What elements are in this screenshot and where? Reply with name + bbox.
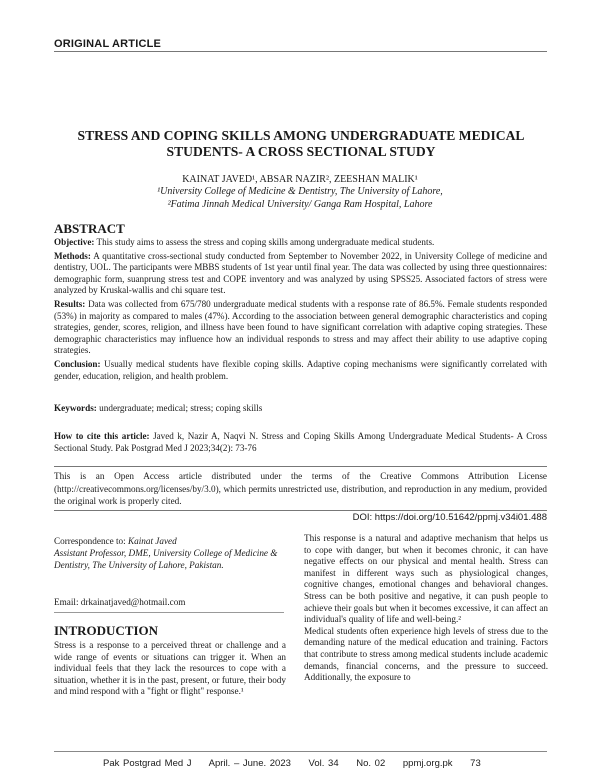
license-text: This is an Open Access article distributed under the terms of the Creative Commons Attribution License (http://creativecommons.org/licenses/by/3.0), which permits unrestricted use, distribution, and reproduction in any medium, provided the original work is properly cited. xyxy=(54,471,547,506)
objective-paragraph xyxy=(54,237,547,249)
license-divider-top xyxy=(54,466,547,467)
keywords-text: undergraduate; medical; stress; coping skills xyxy=(96,403,263,413)
intro-left-column xyxy=(54,640,286,698)
methods-label: Methods: xyxy=(54,250,91,261)
intro-paragraph-1: Stress is a response to a perceived threat or challenge and a wide range of events or situations can trigger it. When an individual feels that they lack the resources to cope with a situation, whether it is in the past, present, or future, their body and mind respond with a "fight or flight" response.¹ xyxy=(54,640,286,697)
authors: KAINAT JAVED¹, ABSAR NAZIR², ZEESHAN MALIK¹ xyxy=(182,174,418,185)
objective-text: This study aims to assess the stress and coping skills among undergraduate medical students. xyxy=(94,237,435,247)
correspondence xyxy=(54,535,284,571)
intro-paragraph-2: This response is a natural and adaptive mechanism that helps us to cope with danger, but when it becomes chronic, it can have negative effects on our physical and mental health. Stress can manifest in different ways such as physiological changes, cognitive changes, emotional changes and behavioral changes. Stress can be both positive and negative, it can push people to achieve their goals but when it becomes excessive, it can affect an individual's quality of life and well-being.² xyxy=(304,533,548,625)
methods-paragraph xyxy=(54,251,547,297)
correspondence-name: Kainat Javed xyxy=(128,536,177,546)
results-text: Data was collected from 675/780 undergraduate medical students with a response rate of 86.5%. Female students responded (53%) in majority as compared to males (47%). According to the association between general demographic characteristics and coping strategies, gender, scores, religion, and illness have been found to have significant correlation with adaptive coping strategies. These demographic characteristics may influence how an individual responds to stress and may affect their ability to use adaptive coping strategies. xyxy=(54,298,547,356)
article-title xyxy=(40,128,562,160)
introduction-heading: INTRODUCTION xyxy=(54,623,159,638)
methods-text: A quantitative cross-sectional study conducted from September to November 2022, in University College of medicine and dentistry, UOL. The participants were MBBS students of 1st year until final year. The data was collected by using three questionnaires: demographic form, suanprung stress test and COPE inventory and was analyzed by using SPSS25. Associated factors of stress were analyzed by Kruskal-wallis and chi square test. xyxy=(54,250,547,296)
abstract-heading: ABSTRACT xyxy=(54,221,125,236)
article-type-label: ORIGINAL ARTICLE xyxy=(54,38,162,50)
header-divider xyxy=(54,51,547,52)
footer-date: April. – June. 2023 xyxy=(208,758,291,769)
title-line-2: STUDENTS- A CROSS SECTIONAL STUDY xyxy=(166,144,436,159)
license-divider-bottom xyxy=(54,510,547,511)
footer-page-number: 73 xyxy=(470,758,481,769)
citation-label: How to cite this article: xyxy=(54,431,150,441)
correspondence-label: Correspondence to: xyxy=(54,536,126,546)
results-label: Results: xyxy=(54,298,86,309)
affiliation-1: ¹University College of Medicine & Dentistry, The University of Lahore, xyxy=(157,186,443,197)
conclusion-text: Usually medical students have flexible coping skills. Adaptive coping mechanisms were significantly correlated with gender, education, religion, and health problem. xyxy=(54,358,547,381)
conclusion-label: Conclusion: xyxy=(54,358,101,369)
correspondence-email[interactable]: Email: drkainatjaved@hotmail.com xyxy=(54,597,186,607)
footer-volume: Vol. 34 xyxy=(308,758,339,769)
title-line-1: STRESS AND COPING SKILLS AMONG UNDERGRADUATE MEDICAL xyxy=(77,128,525,143)
intro-right-column xyxy=(304,533,548,684)
page-footer xyxy=(103,758,495,769)
correspondence-detail: Assistant Professor, DME, University College of Medicine & Dentistry, The University of Lahore, Pakistan. xyxy=(54,548,278,570)
footer-site[interactable]: ppmj.org.pk xyxy=(402,758,453,769)
footer-divider xyxy=(54,751,547,752)
citation-text: Javed k, Nazir A, Naqvi N. Stress and Coping Skills Among Undergraduate Medical Students- A Cross Sectional Study. Pak Postgrad Med J 2023;34(2): 73-76 xyxy=(54,431,548,453)
keywords-label: Keywords: xyxy=(54,403,97,413)
conclusion-paragraph xyxy=(54,359,547,382)
affiliation-2: ²Fatima Jinnah Medical University/ Ganga Ram Hospital, Lahore xyxy=(167,199,433,210)
objective-label: Objective: xyxy=(54,237,95,247)
abstract-body xyxy=(54,237,547,384)
correspondence-divider xyxy=(54,612,284,613)
results-paragraph xyxy=(54,299,547,357)
intro-paragraph-3: Medical students often experience high levels of stress due to the demanding nature of the medical education and training. Factors that contribute to stress among medical students include academic demands, financial concerns, and the pressure to succeed. Additionally, the exposure to xyxy=(304,625,548,683)
footer-journal: Pak Postgrad Med J xyxy=(103,758,192,769)
citation xyxy=(54,430,547,454)
footer-issue: No. 02 xyxy=(356,758,386,769)
doi-link[interactable]: DOI: https://doi.org/10.51642/ppmj.v34i01.488 xyxy=(352,512,547,523)
keywords xyxy=(54,403,262,413)
